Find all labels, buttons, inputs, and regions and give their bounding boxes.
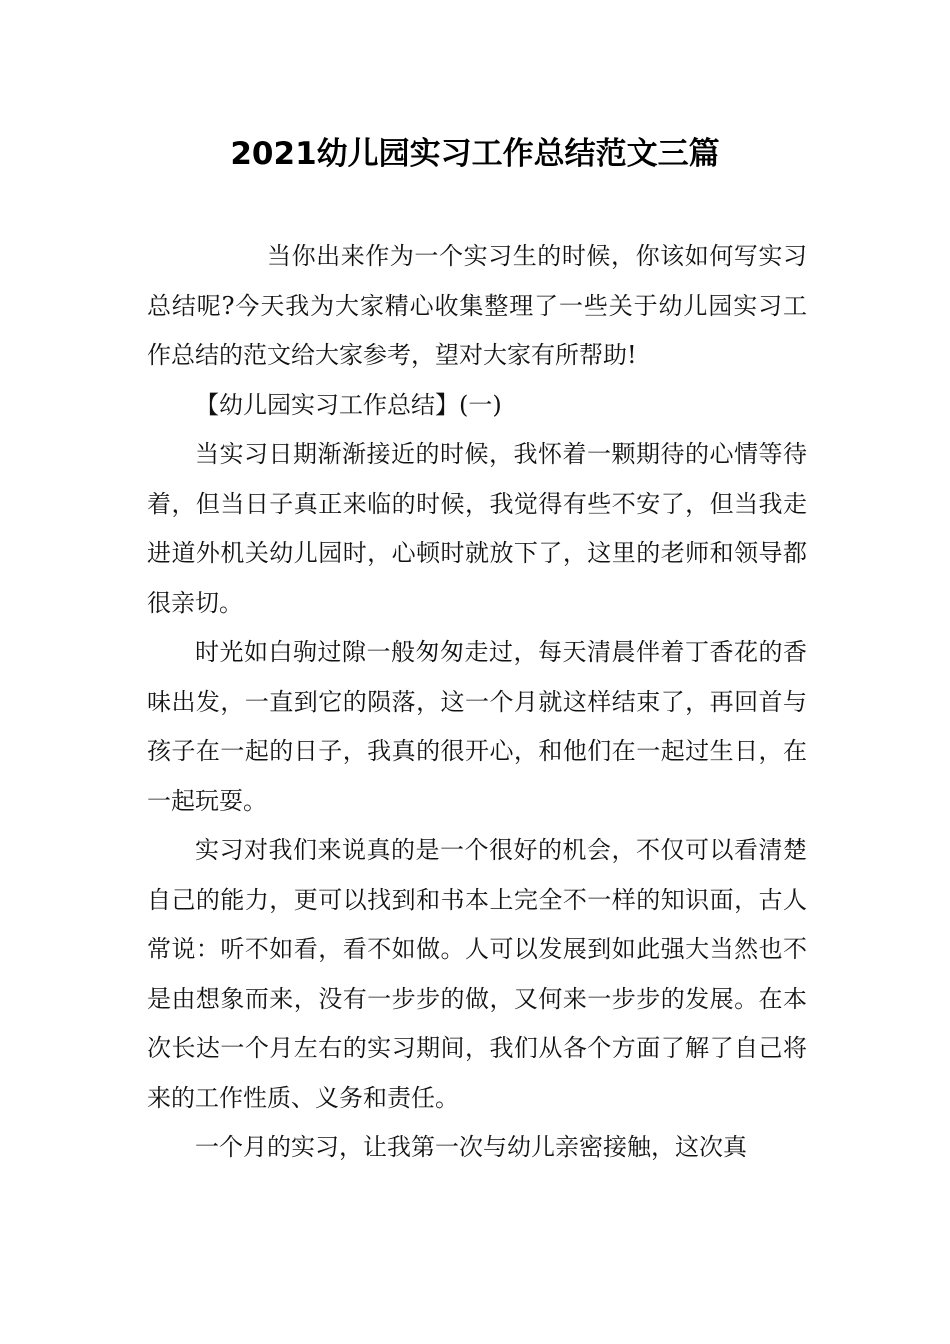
body-paragraph: 一个月的实习，让我第一次与幼儿亲密接触，这次真 [195, 1133, 747, 1161]
document-body [147, 232, 807, 1173]
body-paragraph: 当实习日期渐渐接近的时候，我怀着一颗期待的心情等待着，但当日子真正来临的时候，我觉得有些不安了，但当我走进道外机关幼儿园时，心顿时就放下了，这里的老师和领导都很亲切。 [147, 440, 807, 617]
body-paragraph: 实习对我们来说真的是一个很好的机会，不仅可以看清楚自己的能力，更可以找到和书本上完全不一样的知识面，古人常说：听不如看，看不如做。人可以发展到如此强大当然也不是由想象而来，没有一步步的做，又何来一步步的发展。在本次长达一个月左右的实习期间，我们从各个方面了解了自己将来的工作性质、义务和责任。 [147, 836, 807, 1112]
body-paragraph: 时光如白驹过隙一般匆匆走过，每天清晨伴着丁香花的香味出发，一直到它的陨落，这一个月就这样结束了，再回首与孩子在一起的日子，我真的很开心，和他们在一起过生日，在一起玩耍。 [147, 638, 807, 815]
document-title: 2021幼儿园实习工作总结范文三篇 [230, 136, 720, 172]
intro-paragraph: 当你出来作为一个实习生的时候，你该如何写实习总结呢?今天我为大家精心收集整理了一些关于幼儿园实习工作总结的范文给大家参考，望对大家有所帮助! [147, 242, 807, 369]
section-heading: 【幼儿园实习工作总结】(一) [195, 390, 502, 419]
